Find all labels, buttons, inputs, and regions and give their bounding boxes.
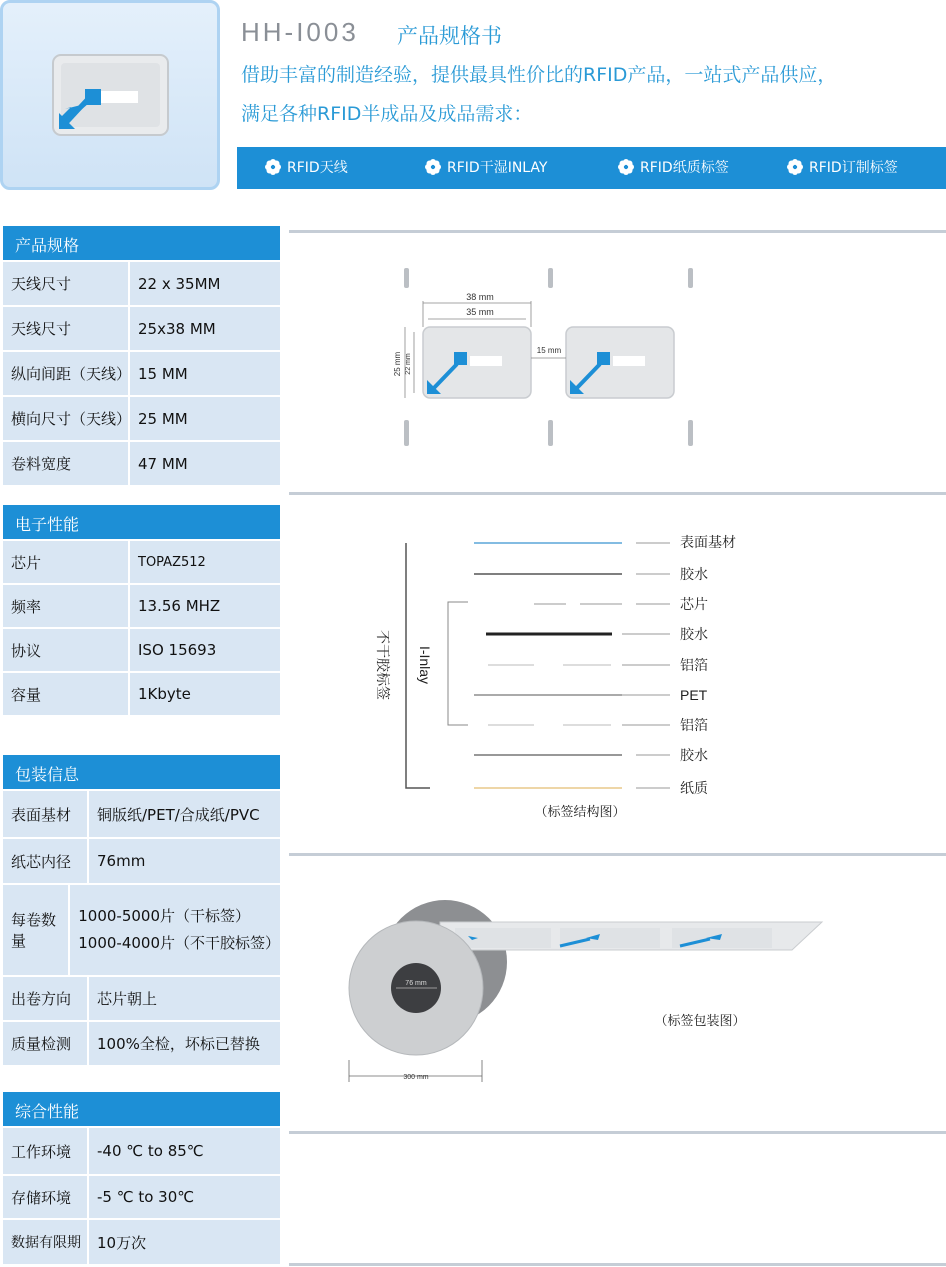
layer-label: PET <box>680 687 708 703</box>
roll-dimension: 300 mm <box>403 1074 429 1081</box>
dim-height-inner: 22 mm <box>405 353 412 375</box>
dim-width-outer: 38 mm <box>466 292 494 302</box>
spec-section-title: 产品规格 <box>3 226 280 260</box>
intro-line-1: 借助丰富的制造经验，提供最具性价比的RFID产品，一站式产品供应， <box>241 64 837 86</box>
table-row: 数据有限期 10万次 <box>3 1218 280 1264</box>
dim-height-outer: 25 mm <box>393 351 402 377</box>
packing-diagram <box>349 900 822 1082</box>
dim-width-inner: 35 mm <box>466 307 494 317</box>
category-custom-label: RFID订制标签 <box>787 147 898 189</box>
category-paper-label: RFID纸质标签 <box>618 147 729 189</box>
table-row: 存储环境 -5 ℃ to 30℃ <box>3 1174 280 1218</box>
table-row: 工作环境 -40 ℃ to 85℃ <box>3 1126 280 1174</box>
intro-line-2: 满足各种RFID半成品及成品需求： <box>241 103 533 125</box>
table-row: 天线尺寸 25x38 MM <box>3 305 280 350</box>
category-inlay: RFID干湿INLAY <box>425 147 547 189</box>
category-antenna: RFID天线 <box>265 147 348 189</box>
packing-caption: （标签包装图） <box>654 1013 746 1028</box>
table-row: 表面基材 铜版纸/PET/合成纸/PVC <box>3 789 280 837</box>
document-title: 产品规格书 <box>397 24 502 48</box>
table-row: 每卷数量 1000-5000片（干标签） 1000-4000片（不干胶标签） <box>3 883 280 975</box>
table-row: 频率 13.56 MHZ <box>3 583 280 627</box>
table-row: 协议 ISO 15693 <box>3 627 280 671</box>
core-dimension: 76 mm <box>405 980 427 987</box>
dimension-diagram <box>393 268 693 446</box>
table-row: 容量 1Kbyte <box>3 671 280 715</box>
layer-label: 铝箔 <box>680 657 708 673</box>
packaging-section-title: 包装信息 <box>3 755 280 789</box>
layer-label: 铝箔 <box>680 717 708 733</box>
overall-section-title: 综合性能 <box>3 1092 280 1126</box>
table-row: 出卷方向 芯片朝上 <box>3 975 280 1020</box>
table-row: 天线尺寸 22 x 35MM <box>3 260 280 305</box>
outer-bracket-label: 不干胶标签 <box>375 630 391 700</box>
table-row: 纸芯内径 76mm <box>3 837 280 883</box>
structure-diagram <box>375 534 736 819</box>
layer-label: 胶水 <box>680 626 708 642</box>
layer-label: 芯片 <box>680 596 708 612</box>
table-row: 质量检测 100%全检，坏标已替换 <box>3 1020 280 1065</box>
electronic-section-title: 电子性能 <box>3 505 280 539</box>
layer-label: 胶水 <box>680 566 708 582</box>
inner-bracket-label: I-Inlay <box>417 645 433 685</box>
table-row: 纵向间距（天线） 15 MM <box>3 350 280 395</box>
table-row: 横向尺寸（天线） 25 MM <box>3 395 280 440</box>
layer-label: 胶水 <box>680 747 708 763</box>
structure-caption: （标签结构图） <box>534 804 626 819</box>
layer-label: 表面基材 <box>680 534 736 550</box>
model-number: HH-I003 <box>241 17 359 47</box>
layer-label: 纸质 <box>680 780 708 796</box>
table-row: 芯片 TOPAZ512 <box>3 539 280 583</box>
dim-gap: 15 mm <box>536 346 562 355</box>
table-row: 卷料宽度 47 MM <box>3 440 280 485</box>
